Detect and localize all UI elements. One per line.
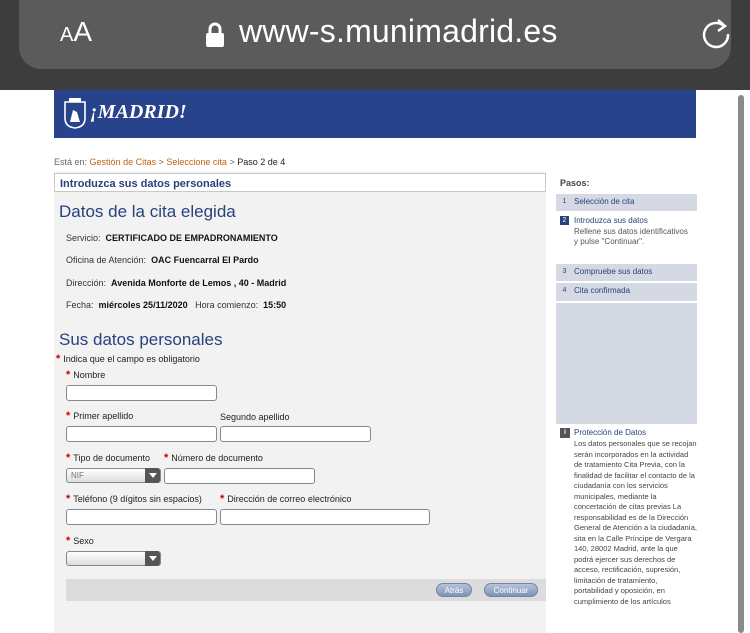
proteccion-datos-link[interactable]: Protección de Datos	[574, 428, 647, 437]
num-doc-label: * Número de documento	[164, 452, 263, 464]
reload-icon[interactable]	[699, 17, 733, 51]
page-scrollbar[interactable]	[738, 95, 744, 633]
section-header: Introduzca sus datos personales	[54, 173, 546, 192]
chevron-down-icon[interactable]	[145, 468, 160, 483]
step-3: 3 Compruebe sus datos	[556, 264, 697, 281]
madrid-shield-icon	[64, 98, 86, 129]
sexo-select[interactable]	[66, 551, 161, 566]
nombre-label: * Nombre	[66, 369, 106, 381]
info-icon: i	[560, 428, 570, 438]
browser-chrome	[0, 0, 750, 90]
steps-sidebar	[556, 172, 697, 633]
num-doc-input[interactable]	[164, 468, 315, 484]
proteccion-datos-text: Los datos personales que se recojan serán incorporados en la actividad de tratamiento Cita Previa, con la finalidad de facilitar el contacto de la ciudadanía con los servicios municipales, mediante la concertación de citas previas La responsabilidad es de la Dirección General de Atención a la ciudadanía, sita en la Calle Príncipe de Vergara 140, 28002 Madrid, ante la que podrá ejercer sus derechos de acceso, rectificación, supresión, limitación de tratamiento, portabilidad y oposición, en cumplimiento de los artículos	[574, 439, 698, 606]
direccion-row: Dirección: Avenida Monforte de Lemos , 40 - Madrid	[66, 278, 287, 288]
sexo-label: * Sexo	[66, 535, 94, 547]
steps-title: Pasos:	[560, 178, 590, 188]
cita-heading: Datos de la cita elegida	[59, 202, 236, 221]
oficina-row: Oficina de Atención: OAC Fuencarral El Pardo	[66, 255, 259, 265]
text-size-button[interactable]: AA	[60, 16, 93, 47]
atras-button[interactable]: Atrás	[436, 583, 472, 597]
tipo-doc-label: * Tipo de documento	[66, 452, 150, 464]
step-1: 1 Selección de cita	[556, 194, 697, 211]
step-2: 2 Introduzca sus datos Rellene sus datos identificativos y pulse "Continuar".	[556, 213, 697, 262]
tipo-doc-select[interactable]: NIF	[66, 468, 161, 483]
email-label: * Dirección de correo electrónico	[220, 493, 352, 505]
breadcrumb: Está en: Gestión de Citas > Seleccione cita > Paso 2 de 4	[54, 157, 286, 167]
segundo-apellido-label: Segundo apellido	[220, 412, 290, 422]
breadcrumb-seleccione-cita[interactable]: Seleccione cita	[166, 157, 227, 167]
required-note: * Indica que el campo es obligatorio	[56, 353, 200, 365]
url-text[interactable]: www-s.munimadrid.es	[239, 13, 558, 49]
telefono-label: * Teléfono (9 dígitos sin espacios)	[66, 493, 202, 505]
web-page	[0, 90, 750, 633]
breadcrumb-current: Paso 2 de 4	[237, 157, 286, 167]
fecha-row: Fecha: miércoles 25/11/2020 Hora comienzo: 15:50	[66, 300, 287, 310]
breadcrumb-gestion-citas[interactable]: Gestión de Citas	[89, 157, 157, 167]
personal-heading: Sus datos personales	[59, 330, 223, 349]
address-bar[interactable]	[19, 0, 731, 69]
nombre-input[interactable]	[66, 385, 217, 401]
segundo-apellido-input[interactable]	[220, 426, 371, 442]
telefono-input[interactable]	[66, 509, 217, 525]
continuar-button[interactable]: Continuar	[484, 583, 538, 597]
step-4: 4 Cita confirmada	[556, 283, 697, 301]
sidebar-spacer	[556, 303, 697, 424]
site-header	[54, 90, 696, 138]
primer-apellido-label: * Primer apellido	[66, 410, 134, 422]
madrid-logo[interactable]: ¡MADRID!	[90, 101, 187, 123]
lock-icon	[205, 22, 225, 48]
chevron-down-icon[interactable]	[145, 551, 160, 566]
form-panel	[54, 172, 546, 633]
servicio-row: Servicio: CERTIFICADO DE EMPADRONAMIENTO	[66, 233, 278, 243]
email-input[interactable]	[220, 509, 430, 525]
primer-apellido-input[interactable]	[66, 426, 217, 442]
button-bar	[66, 579, 546, 601]
